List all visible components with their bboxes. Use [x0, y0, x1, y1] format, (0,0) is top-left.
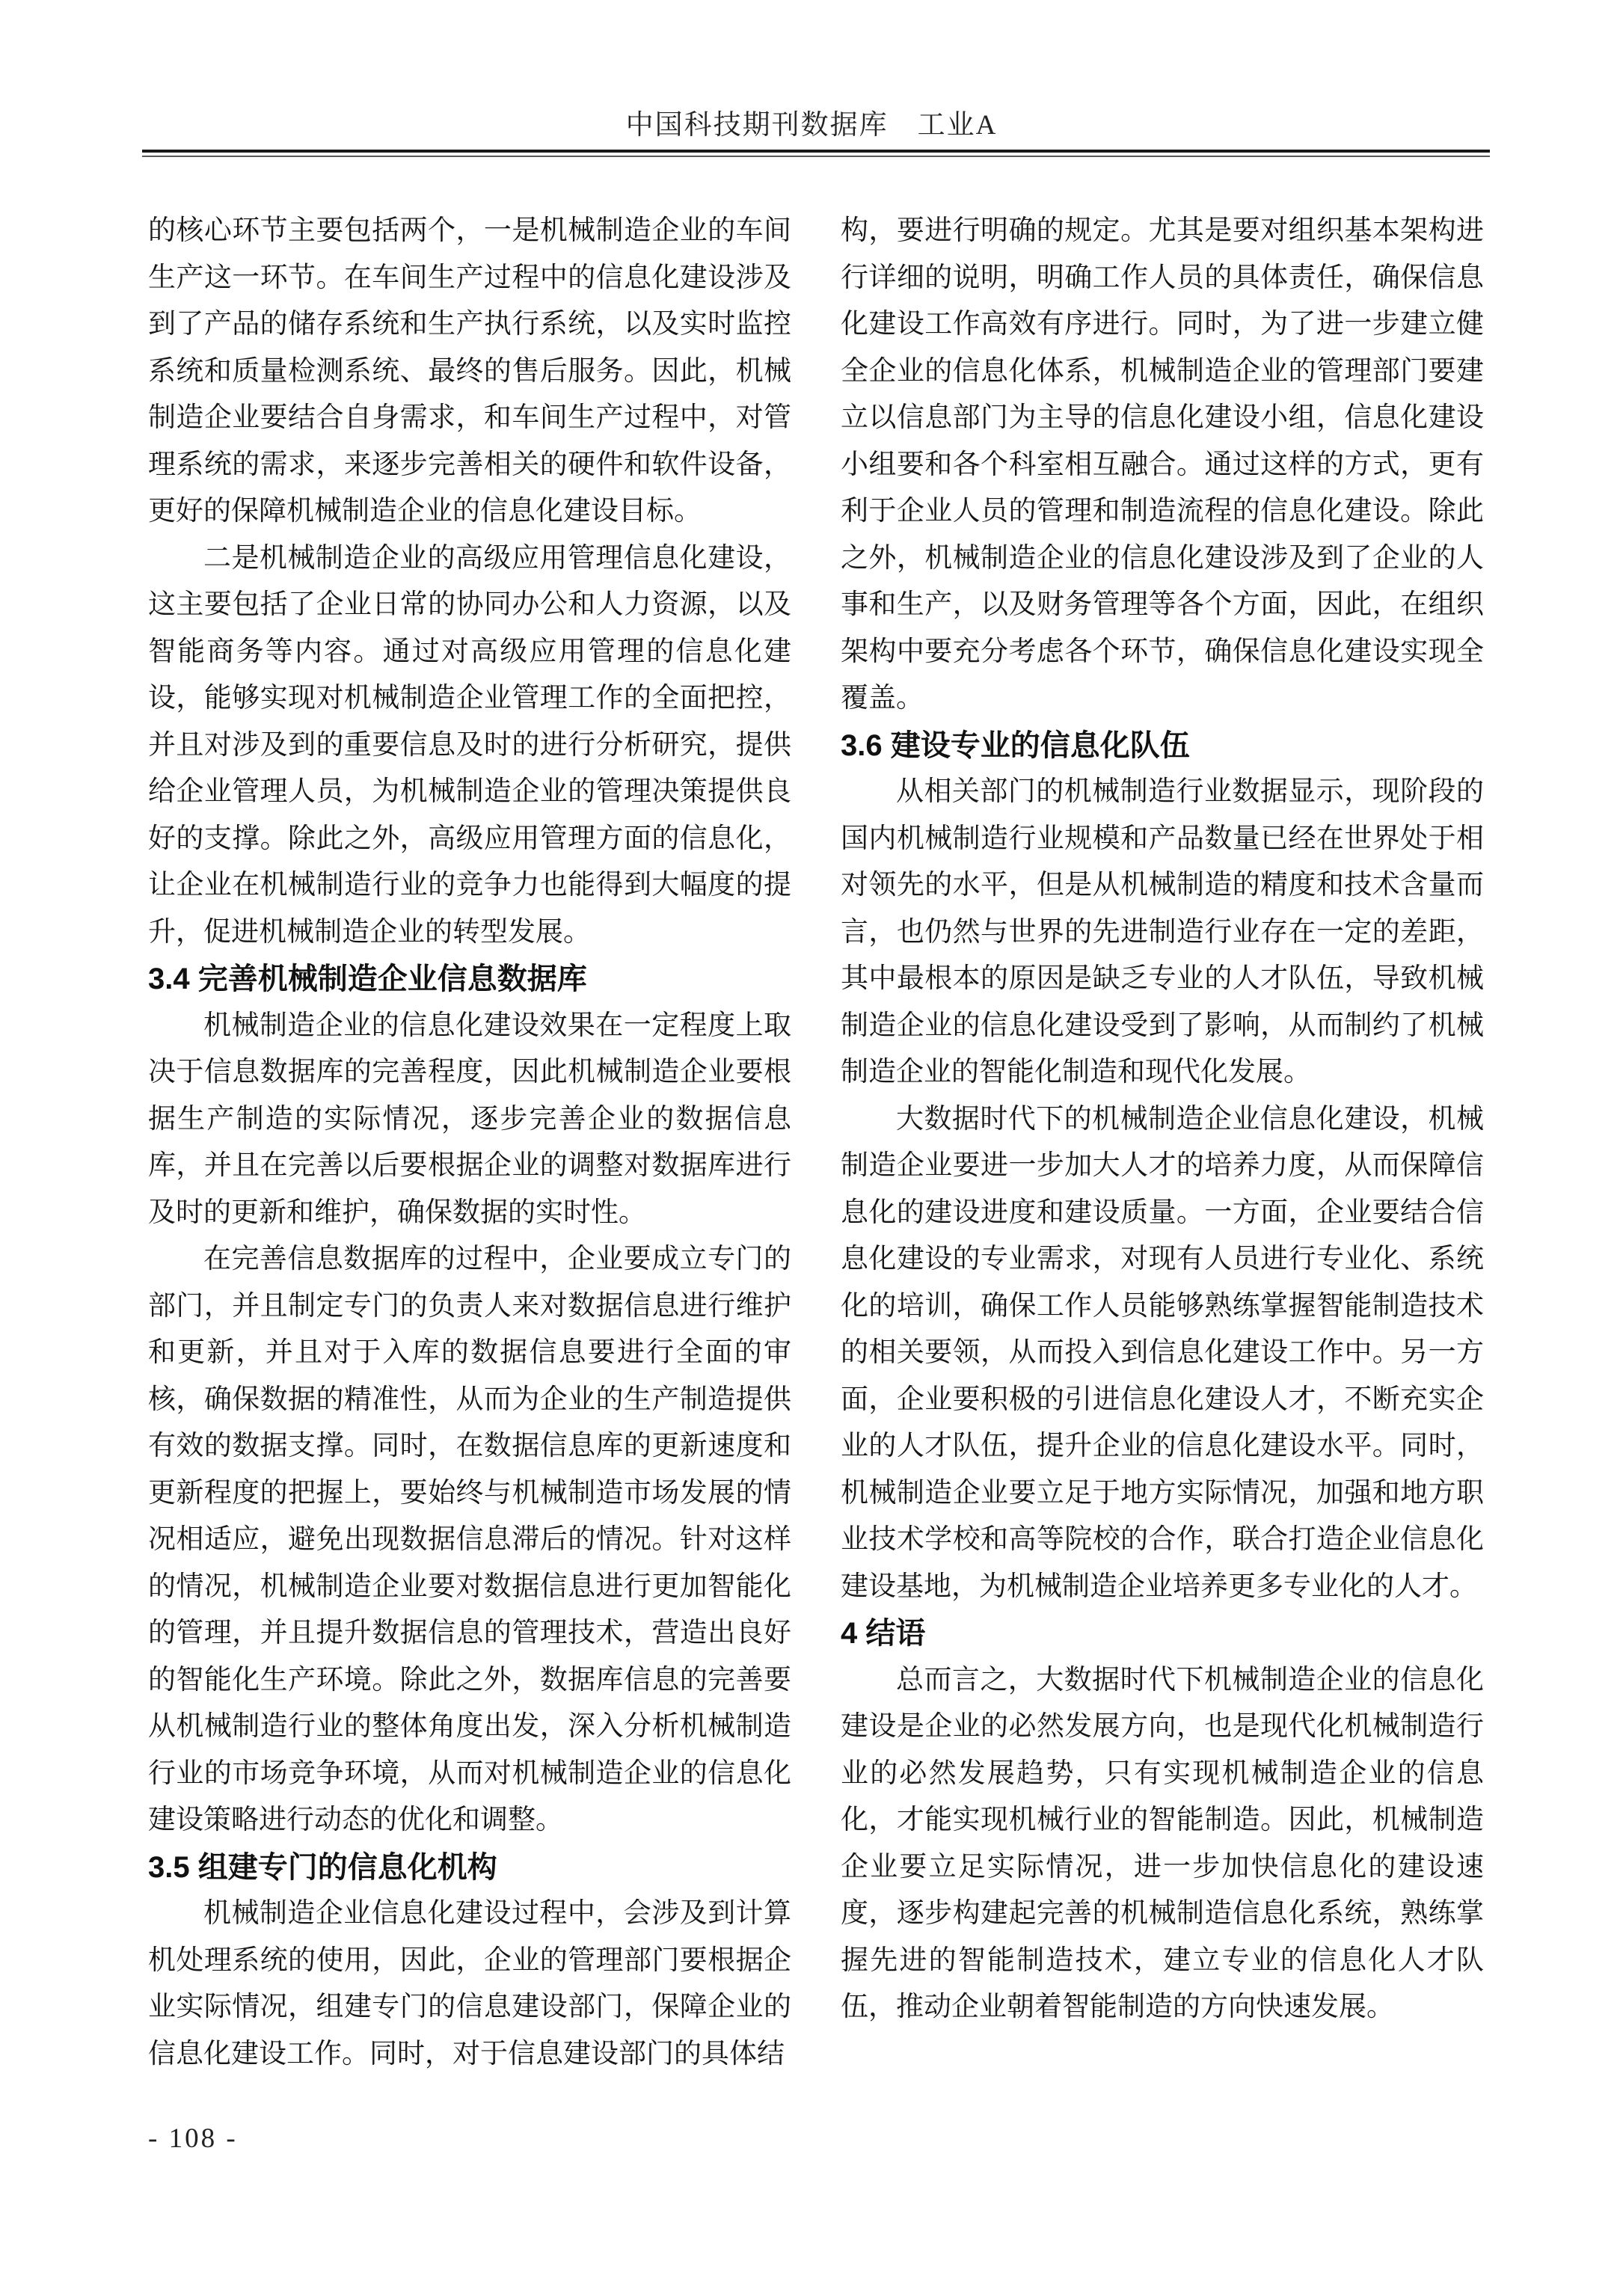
body-paragraph: 的核心环节主要包括两个，一是机械制造企业的车间生产这一环节。在车间生产过程中的信息化建设涉及到了产品的储存系统和生产执行系统，以及实时监控系统和质量检测系统、最终的售后服务。因此，机械制造企业要结合自身需求，和车间生产过程中，对管理系统的需求，来逐步完善相关的硬件和软件设备，更好的保障机械制造企业的信息化建设目标。 [148, 215, 791, 527]
body-paragraph: 构，要进行明确的规定。尤其是要对组织基本架构进行详细的说明，明确工作人员的具体责任，确保信息化建设工作高效有序进行。同时，为了进一步建立健全企业的信息化体系，机械制造企业的管理部门要建立以信息部门为主导的信息化建设小组，信息化建设小组要和各个科室相互融合。通过这样的方式，更有利于企业人员的管理和制造流程的信息化建设。除此之外，机械制造企业的信息化建设涉及到了企业的人事和生产，以及财务管理等各个方面，因此，在组织架构中要充分考虑各个环节，确保信息化建设实现全覆盖。 [841, 215, 1484, 713]
left-column [148, 208, 791, 2078]
body-paragraph: 在完善信息数据库的过程中，企业要成立专门的部门，并且制定专门的负责人来对数据信息进行维护和更新，并且对于入库的数据信息要进行全面的审核，确保数据的精准性，从而为企业的生产制造提供有效的数据支撑。同时，在数据信息库的更新速度和更新程度的把握上，要始终与机械制造市场发展的情况相适应，避免出现数据信息滞后的情况。针对这样的情况，机械制造企业要对数据信息进行更加智能化的管理，并且提升数据信息的管理技术，营造出良好的智能化生产环境。除此之外，数据库信息的完善要从机械制造行业的整体角度出发，深入分析机械制造行业的市场竞争环境，从而对机械制造企业的信息化建设策略进行动态的优化和调整。 [148, 1244, 791, 1835]
body-paragraph: 总而言之，大数据时代下机械制造企业的信息化建设是企业的必然发展方向，也是现代化机械制造行业的必然发展趋势，只有实现机械制造企业的信息化，才能实现机械行业的智能制造。因此，机械制造企业要立足实际情况，进一步加快信息化的建设速度，逐步构建起完善的机械制造信息化系统，熟练掌握先进的智能制造技术，建立专业的信息化人才队伍，推动企业朝着智能制造的方向快速发展。 [841, 1664, 1484, 2022]
body-paragraph: 机械制造企业的信息化建设效果在一定程度上取决于信息数据库的完善程度，因此机械制造企业要根据生产制造的实际情况，逐步完善企业的数据信息库，并且在完善以后要根据企业的调整对数据库进行及时的更新和维护，确保数据的实时性。 [148, 1010, 791, 1228]
body-paragraph: 二是机械制造企业的高级应用管理信息化建设，这主要包括了企业日常的协同办公和人力资源，以及智能商务等内容。通过对高级应用管理的信息化建设，能够实现对机械制造企业管理工作的全面把控，并且对涉及到的重要信息及时的进行分析研究，提供给企业管理人员，为机械制造企业的管理决策提供良好的支撑。除此之外，高级应用管理方面的信息化，让企业在机械制造行业的竞争力也能得到大幅度的提升，促进机械制造企业的转型发展。 [148, 542, 791, 948]
body-paragraph: 从相关部门的机械制造行业数据显示，现阶段的国内机械制造行业规模和产品数量已经在世界处于相对领先的水平，但是从机械制造的精度和技术含量而言，也仍然与世界的先进制造行业存在一定的差距，其中最根本的原因是缺乏专业的人才队伍，导致机械制造企业的信息化建设受到了影响，从而制约了机械制造企业的智能化制造和现代化发展。 [841, 776, 1484, 1087]
section-heading: 3.5 组建专门的信息化机构 [148, 1850, 497, 1884]
header-rule-thin-line [142, 156, 1490, 157]
header-rule-divider [142, 150, 1490, 157]
page-number: - 108 - [148, 2123, 238, 2154]
right-column [841, 208, 1484, 2031]
section-heading: 4 结语 [841, 1617, 926, 1650]
header-rule-thick-line [142, 150, 1490, 153]
body-paragraph: 大数据时代下的机械制造企业信息化建设，机械制造企业要进一步加大人才的培养力度，从而保障信息化的建设进度和建设质量。一方面，企业要结合信息化建设的专业需求，对现有人员进行专业化、系统化的培训，确保工作人员能够熟练掌握智能制造技术的相关要领，从而投入到信息化建设工作中。另一方面，企业要积极的引进信息化建设人才，不断充实企业的人才队伍，提升企业的信息化建设水平。同时，机械制造企业要立足于地方实际情况，加强和地方职业技术学校和高等院校的合作，联合打造企业信息化建设基地，为机械制造企业培养更多专业化的人才。 [841, 1103, 1484, 1602]
journal-header-title: 中国科技期刊数据库 工业A [625, 110, 998, 141]
section-heading: 3.6 建设专业的信息化队伍 [841, 728, 1190, 762]
section-heading: 3.4 完善机械制造企业信息数据库 [148, 963, 587, 995]
body-paragraph: 机械制造企业信息化建设过程中，会涉及到计算机处理系统的使用，因此，企业的管理部门要根据企业实际情况，组建专门的信息建设部门，保障企业的信息化建设工作。同时，对于信息建设部门的具体结 [148, 1898, 791, 2069]
